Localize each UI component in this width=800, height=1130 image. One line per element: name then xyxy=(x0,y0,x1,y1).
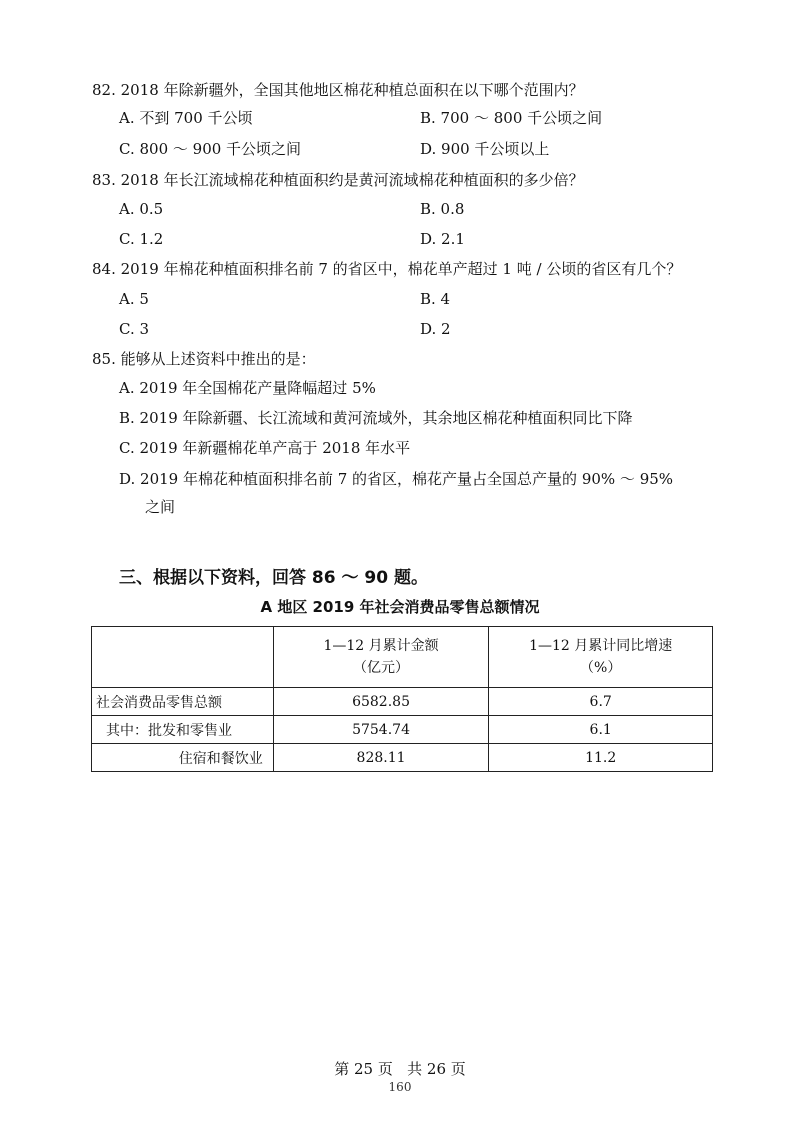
table-row xyxy=(92,744,713,772)
question-83-option-d: D. 2.1 xyxy=(420,230,465,248)
question-84-option-c: C. 3 xyxy=(119,320,150,338)
question-85-option-c: C. 2019 年新疆棉花单产高于 2018 年水平 xyxy=(119,439,411,457)
retail-sales-table xyxy=(91,626,713,772)
question-82-option-a: A. 不到 700 千公顷 xyxy=(119,109,253,127)
row-growth: 6.1 xyxy=(489,716,713,744)
question-84-stem: 84. 2019 年棉花种植面积排名前 7 的省区中，棉花单产超过 1 吨 / 公顷的省区有几个？ xyxy=(92,260,682,278)
page-indicator: 第 25 页 共 26 页 xyxy=(334,1060,466,1078)
table-header-empty xyxy=(92,627,274,688)
question-85-option-b: B. 2019 年除新疆、长江流域和黄河流域外，其余地区棉花种植面积同比下降 xyxy=(119,409,633,427)
question-85-option-a: A. 2019 年全国棉花产量降幅超过 5% xyxy=(119,379,376,397)
header-amount-line1: 1—12 月累计金额 xyxy=(323,638,439,654)
section-heading: 三、根据以下资料，回答 86 ～ 90 题。 xyxy=(119,568,428,588)
header-growth-line2: （%） xyxy=(580,660,622,676)
row-amount: 828.11 xyxy=(273,744,489,772)
question-85-option-d: D. 2019 年棉花种植面积排名前 7 的省区，棉花产量占全国总产量的 90% ～ 95% xyxy=(119,470,674,488)
table-header-growth xyxy=(489,627,713,688)
table-row xyxy=(92,688,713,716)
question-84-option-d: D. 2 xyxy=(420,320,451,338)
question-85-option-d-continued: 之间 xyxy=(145,498,176,516)
row-growth: 6.7 xyxy=(489,688,713,716)
question-82-stem: 82. 2018 年除新疆外，全国其他地区棉花种植总面积在以下哪个范围内？ xyxy=(92,81,584,99)
question-83-option-a: A. 0.5 xyxy=(119,200,164,218)
question-84-option-a: A. 5 xyxy=(119,290,149,308)
table-header-row xyxy=(92,627,713,688)
question-82-option-b: B. 700 ～ 800 千公顷之间 xyxy=(420,109,603,127)
row-amount: 6582.85 xyxy=(273,688,489,716)
row-growth: 11.2 xyxy=(489,744,713,772)
table-header-amount xyxy=(273,627,489,688)
header-amount-line2: （亿元） xyxy=(353,660,410,676)
row-label: 住宿和餐饮业 xyxy=(92,744,274,772)
table-row xyxy=(92,716,713,744)
row-label: 社会消费品零售总额 xyxy=(92,688,274,716)
question-82-option-d: D. 900 千公顷以上 xyxy=(420,140,550,158)
question-83-option-b: B. 0.8 xyxy=(420,200,465,218)
question-83-option-c: C. 1.2 xyxy=(119,230,164,248)
row-amount: 5754.74 xyxy=(273,716,489,744)
table-title: A 地区 2019 年社会消费品零售总额情况 xyxy=(260,598,540,616)
header-growth-line1: 1—12 月累计同比增速 xyxy=(529,638,673,654)
question-85-stem: 85. 能够从上述资料中推出的是： xyxy=(92,350,316,368)
question-82-option-c: C. 800 ～ 900 千公顷之间 xyxy=(119,140,302,158)
row-label: 其中：批发和零售业 xyxy=(92,716,274,744)
question-84-option-b: B. 4 xyxy=(420,290,451,308)
page-number: 160 xyxy=(388,1080,412,1094)
question-83-stem: 83. 2018 年长江流域棉花种植面积约是黄河流域棉花种植面积的多少倍？ xyxy=(92,171,584,189)
